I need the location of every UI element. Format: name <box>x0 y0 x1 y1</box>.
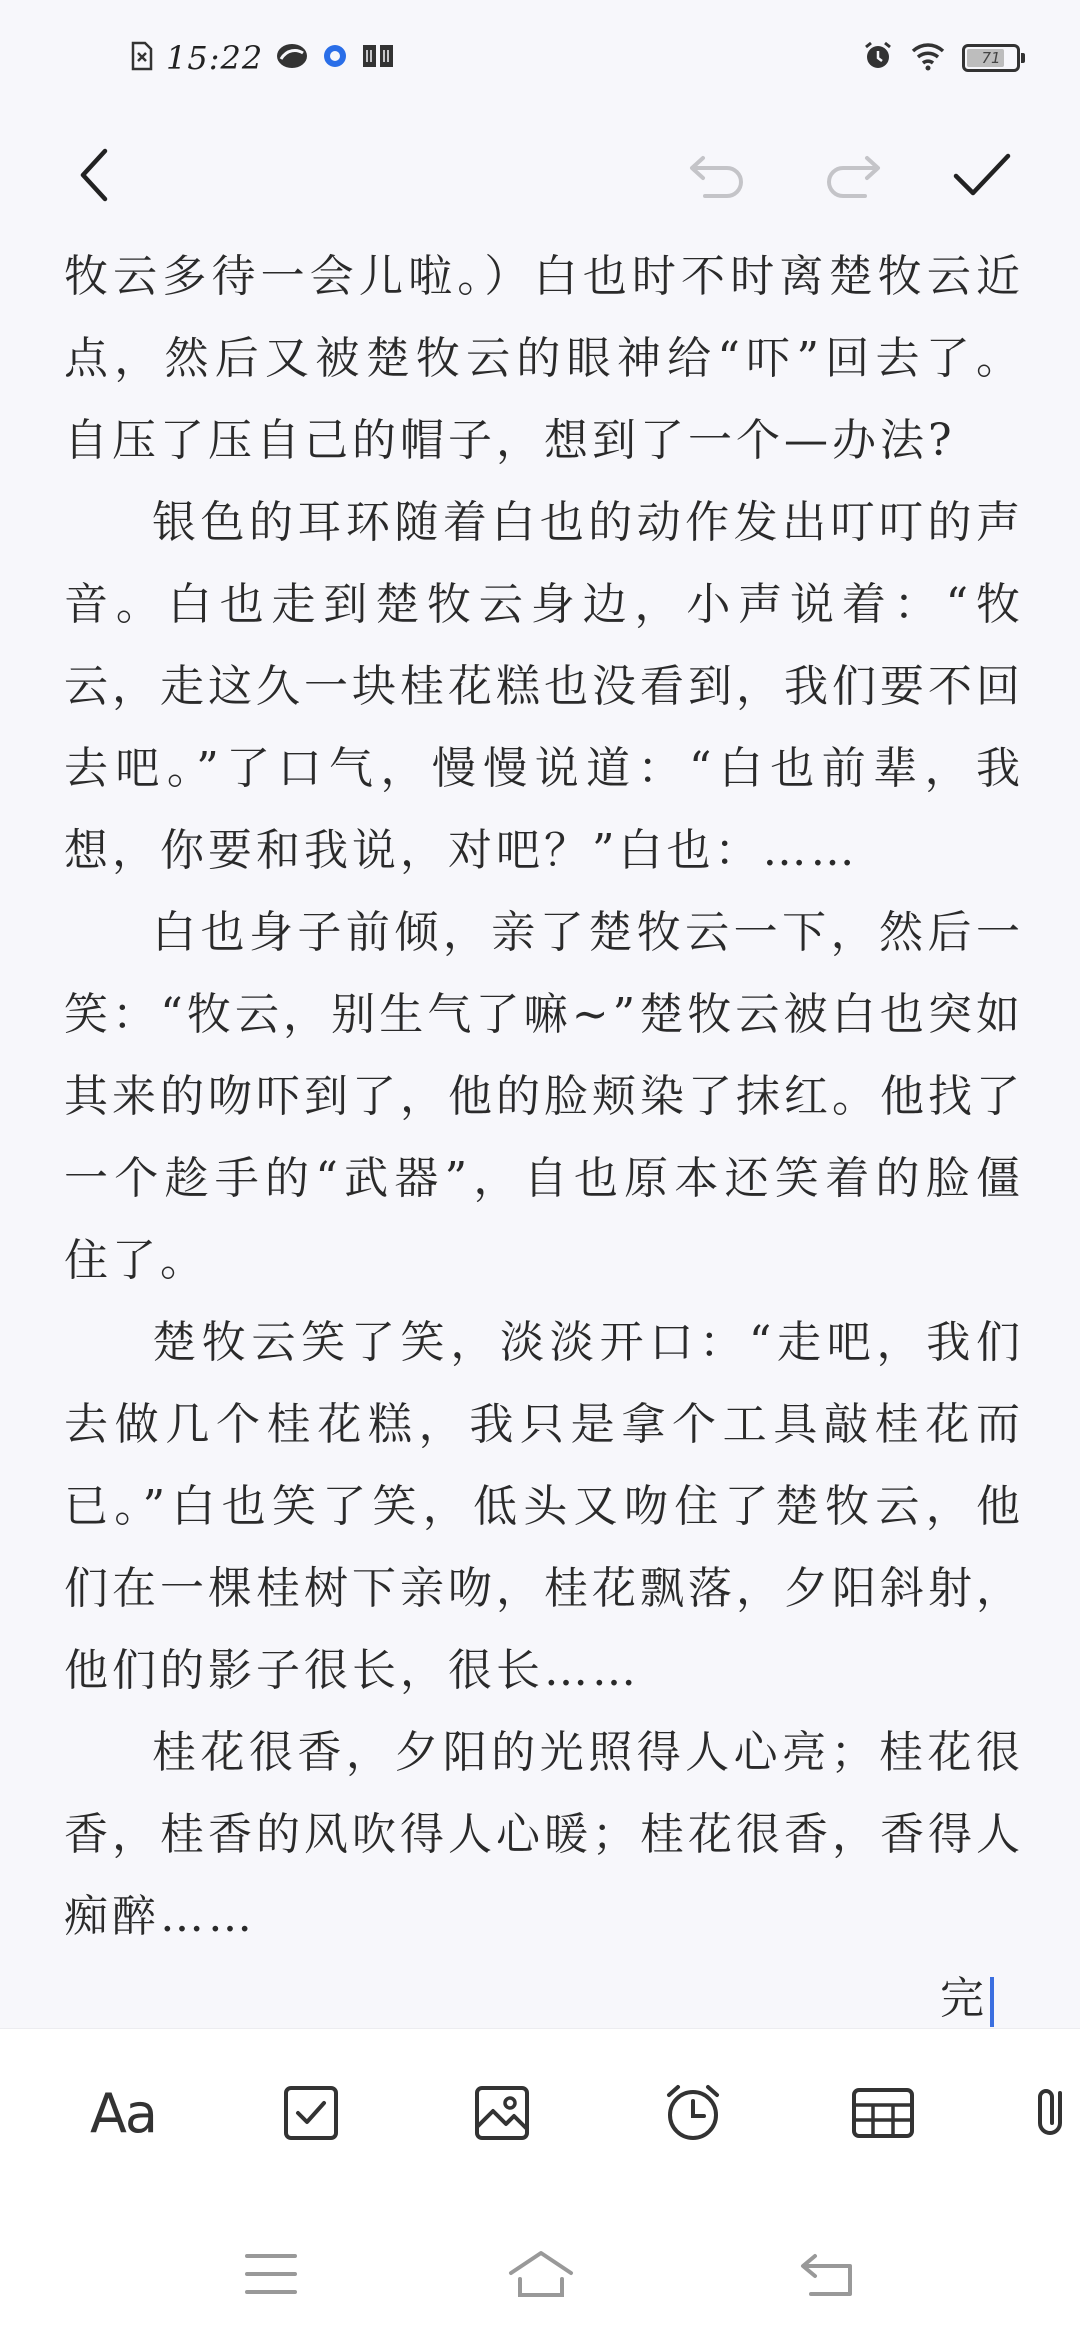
status-left <box>130 36 395 80</box>
text-caret <box>990 1977 994 2027</box>
note-paragraph[interactable]: 白也身子前倾，亲了楚牧云一下，然后一笑：“牧云，别生气了嘛~”楚牧云被白也突如其来的吻吓到了，他的脸颊染了抹红。他找了一个趁手的“武器”，自也原本还笑着的脸僵住了。 <box>64 907 1024 1286</box>
system-nav-bar <box>0 2208 1080 2340</box>
undo-icon[interactable] <box>680 140 760 210</box>
book-app-icon <box>361 42 395 74</box>
status-bar <box>0 0 1080 120</box>
checklist-icon[interactable] <box>266 2073 356 2153</box>
text-format-label: Aa <box>89 2081 157 2145</box>
home-icon[interactable] <box>496 2244 586 2304</box>
text-format-icon[interactable] <box>78 2073 168 2153</box>
alarm-icon <box>862 40 894 76</box>
note-end-text[interactable]: 完 <box>940 1973 988 2024</box>
wifi-icon <box>910 41 946 75</box>
note-paragraph[interactable]: 楚牧云笑了笑，淡淡开口：“走吧，我们去做几个桂花糕，我只是拿个工具敲桂花而已。”白也笑了笑，低头又吻住了楚牧云，他们在一棵桂树下亲吻，桂花飘落，夕阳斜射，他们的影子很长，很长…… <box>64 1317 1024 1696</box>
editor-top-bar <box>0 120 1080 230</box>
table-icon[interactable] <box>838 2073 928 2153</box>
back-icon[interactable] <box>60 140 130 210</box>
note-body[interactable] <box>64 236 1024 2024</box>
status-time: 15:22 <box>166 39 264 77</box>
redo-icon[interactable] <box>810 140 890 210</box>
battery-icon <box>962 44 1020 72</box>
image-icon[interactable] <box>457 2073 547 2153</box>
menu-icon[interactable] <box>226 2244 316 2304</box>
note-paragraph[interactable]: 桂花很香，夕阳的光照得人心亮；桂花很香，桂香的风吹得人心暖；桂花很香，香得人痴醉…… <box>64 1727 1024 1942</box>
attachment-icon[interactable] <box>1030 2073 1080 2153</box>
check-icon[interactable] <box>942 140 1022 210</box>
note-paragraph[interactable]: 银色的耳环随着白也的动作发出叮叮的声音。白也走到楚牧云身边，小声说着：“牧云，走这久一块桂花糕也没看到，我们要不回去吧。”了口气，慢慢说道：“白也前辈，我想，你要和我说，对吧？”白也：…… <box>64 497 1024 876</box>
swirl-app-icon <box>275 41 309 75</box>
sim-off-icon <box>130 41 154 75</box>
battery-level: 71 <box>981 49 1001 67</box>
back-nav-icon[interactable] <box>782 2244 872 2304</box>
note-paragraph[interactable]: 牧云多待一会儿啦。）白也时不时离楚牧云近点，然后又被楚牧云的眼神给“吓”回去了。自压了压自己的帽子，想到了一个—办法? <box>64 251 1024 466</box>
format-toolbar <box>0 2028 1080 2209</box>
status-right <box>862 36 1020 80</box>
alarm-clock-icon[interactable] <box>648 2073 738 2153</box>
blue-circle-app-icon <box>321 42 349 74</box>
